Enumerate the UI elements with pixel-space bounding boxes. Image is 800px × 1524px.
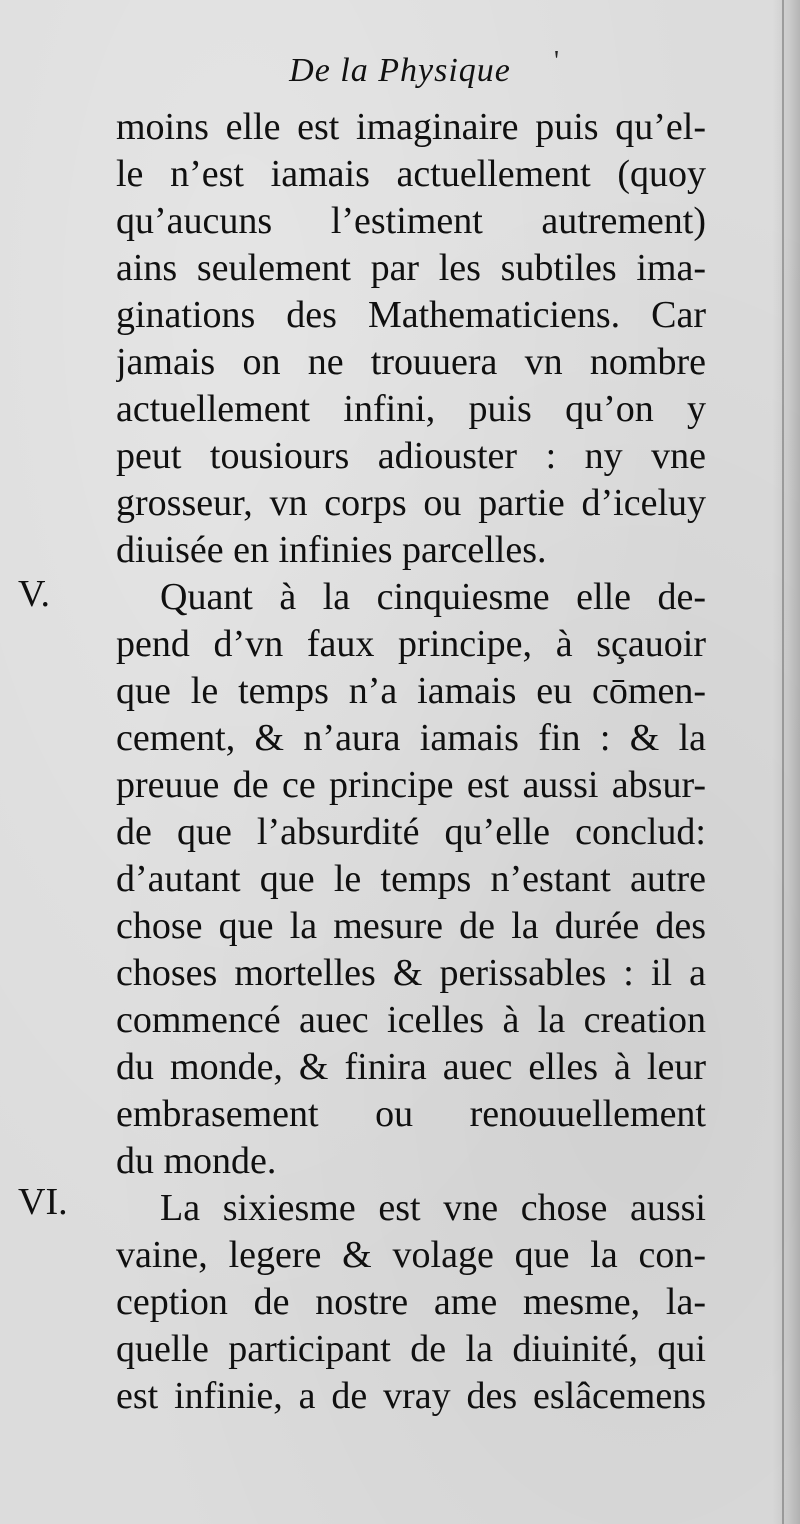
running-header: De la Physique	[289, 52, 511, 89]
header-mark: '	[554, 46, 560, 77]
marginal-number-v: V.	[18, 573, 51, 615]
text-line: est infinie, a de vray des eslâcemens	[116, 1375, 706, 1417]
text-line: quelle participant de la diuinité, qui	[116, 1328, 706, 1370]
page-edge-line	[782, 0, 784, 1524]
text-line: ginations des Mathematiciens. Car	[116, 294, 706, 336]
text-line: le n’est iamais actuellement (quoy	[116, 153, 706, 195]
text-line: du monde, & finira auec elles à leur	[116, 1046, 706, 1088]
text-line: que le temps n’a iamais eu cōmen-	[116, 670, 706, 712]
text-line: de que l’absurdité qu’elle conclud:	[116, 811, 706, 853]
text-line: La sixiesme est vne chose aussi	[160, 1187, 706, 1229]
text-line: preuue de ce principe est aussi absur-	[116, 764, 706, 806]
text-line: du monde.	[116, 1140, 277, 1182]
page-edge-shadow	[772, 0, 800, 1524]
text-line: embrasement ou renouuellement	[116, 1093, 706, 1135]
text-line: jamais on ne trouuera vn nombre	[116, 341, 706, 383]
text-line: Quant à la cinquiesme elle de-	[160, 576, 706, 618]
text-line: moins elle est imaginaire puis qu’el-	[116, 106, 706, 148]
text-line: ception de nostre ame mesme, la-	[116, 1281, 706, 1323]
text-line: d’autant que le temps n’estant autre	[116, 858, 706, 900]
text-line: grosseur, vn corps ou partie d’iceluy	[116, 482, 706, 524]
marginal-number-vi: VI.	[18, 1181, 68, 1223]
text-line: vaine, legere & volage que la con-	[116, 1234, 706, 1276]
text-line: qu’aucuns l’estiment autrement)	[116, 200, 706, 242]
text-line: diuisée en infinies parcelles.	[116, 529, 547, 571]
text-line: choses mortelles & perissables : il a	[116, 952, 706, 994]
text-line: cement, & n’aura iamais fin : & la	[116, 717, 706, 759]
text-line: chose que la mesure de la durée des	[116, 905, 706, 947]
text-line: ains seulement par les subtiles ima-	[116, 247, 706, 289]
text-line: peut tousiours adiouster : ny vne	[116, 435, 706, 477]
text-line: actuellement infini, puis qu’on y	[116, 388, 706, 430]
text-line: commencé auec icelles à la creation	[116, 999, 706, 1041]
text-line: pend d’vn faux principe, à sçauoir	[116, 623, 706, 665]
